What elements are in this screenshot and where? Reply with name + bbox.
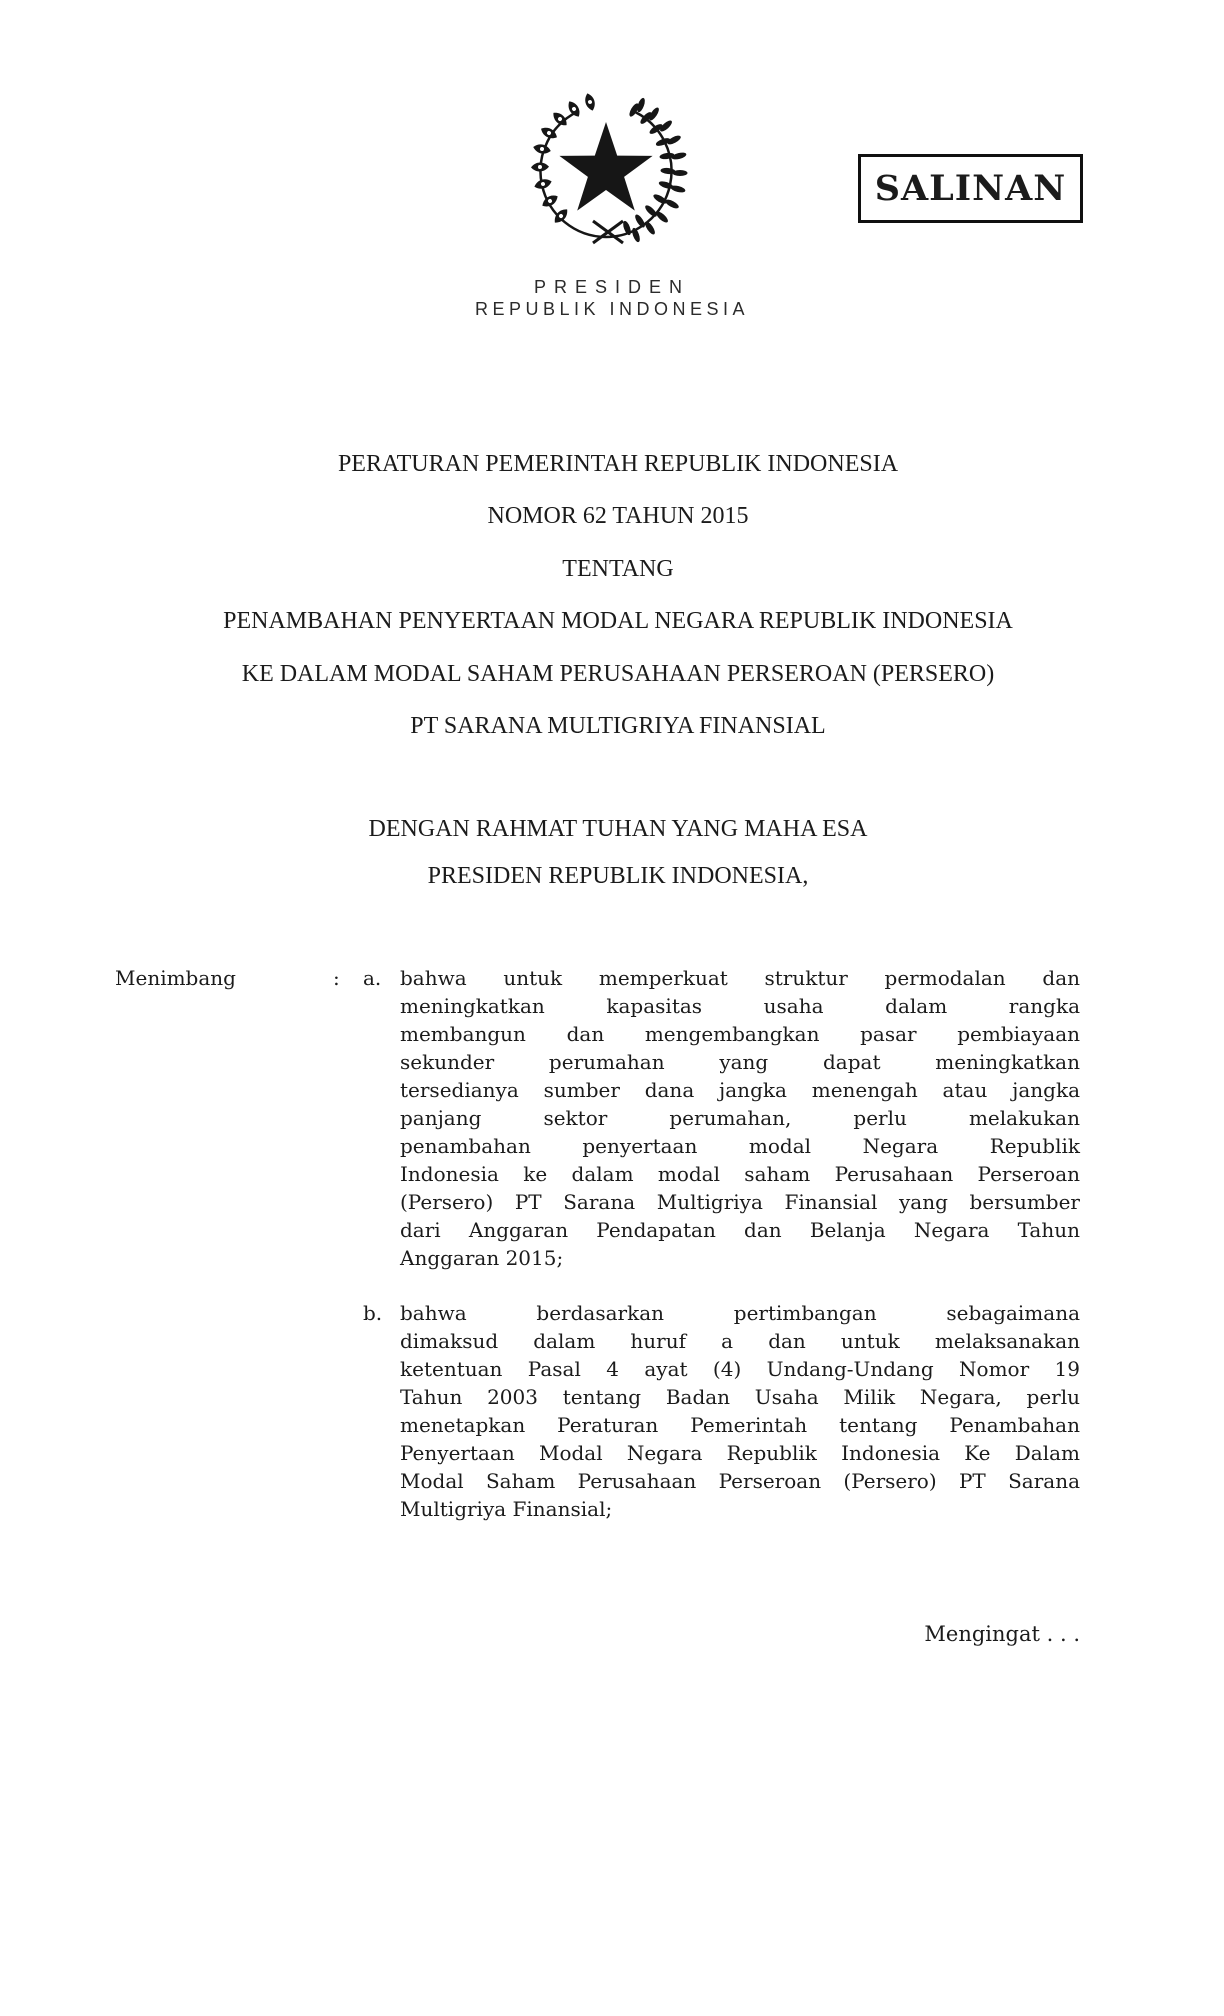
item-marker: a.	[363, 966, 382, 990]
preamble-line-presiden: PRESIDEN REPUBLIK INDONESIA,	[427, 863, 809, 889]
text-line: meningkatkan kapasitas usaha dalam rangka	[400, 994, 1080, 1018]
presidential-emblem	[523, 85, 698, 255]
preamble	[12, 806, 1224, 900]
item-marker: b.	[363, 1301, 383, 1325]
title-line: PT SARANA MULTIGRIYA FINANSIAL	[410, 713, 826, 740]
text-line: Indonesia ke dalam modal saham Perusahaan Perseroan	[400, 1162, 1080, 1186]
letterhead-line-presiden: PRESIDEN	[533, 277, 691, 297]
text-line: penambahan penyertaan modal Negara Republik	[400, 1134, 1080, 1158]
letterhead-line-republik-indonesia: REPUBLIK INDONESIA	[474, 299, 750, 319]
text-line: (Persero) PT Sarana Multigriya Finansial yang bersumber	[400, 1190, 1080, 1214]
text-line: bahwa untuk memperkuat struktur permodalan dan	[400, 966, 1080, 990]
menimbang-section	[115, 964, 1080, 1523]
letterhead	[0, 276, 1224, 320]
text-line: dimaksud dalam huruf a dan untuk melaksanakan	[400, 1329, 1080, 1353]
star-icon	[559, 122, 652, 211]
menimbang-label: Menimbang	[115, 966, 236, 990]
item-text	[400, 964, 1080, 1272]
text-line: ketentuan Pasal 4 ayat (4) Undang-Undang Nomor 19	[400, 1357, 1080, 1381]
menimbang-item-a	[363, 964, 1080, 1272]
text-line: Anggaran 2015;	[400, 1246, 564, 1270]
text-line: dari Anggaran Pendapatan dan Belanja Negara Tahun	[400, 1218, 1080, 1242]
menimbang-items	[363, 964, 1080, 1523]
title-line: PENAMBAHAN PENYERTAAN MODAL NEGARA REPUBLIK INDONESIA	[223, 608, 1013, 635]
title-line: NOMOR 62 TAHUN 2015	[487, 503, 749, 530]
text-line: Multigriya Finansial;	[400, 1497, 613, 1521]
text-line: Penyertaan Modal Negara Republik Indonesia Ke Dalam	[400, 1441, 1080, 1465]
menimbang-colon: :	[333, 966, 340, 990]
continuation-catchword: Mengingat . . .	[924, 1622, 1080, 1646]
preamble-line-rahmat: DENGAN RAHMAT TUHAN YANG MAHA ESA	[368, 816, 868, 842]
text-line: panjang sektor perumahan, perlu melakukan	[400, 1106, 1080, 1130]
menimbang-item-b	[363, 1299, 1080, 1523]
text-line: Tahun 2003 tentang Badan Usaha Milik Negara, perlu	[400, 1385, 1080, 1409]
salinan-stamp	[858, 154, 1083, 223]
text-line: bahwa berdasarkan pertimbangan sebagaimana	[400, 1301, 1080, 1325]
text-line: Modal Saham Perusahaan Perseroan (Persero) PT Sarana	[400, 1469, 1080, 1493]
text-line: sekunder perumahan yang dapat meningkatkan	[400, 1050, 1080, 1074]
star-wreath-icon	[523, 85, 698, 255]
text-line: menetapkan Peraturan Pemerintah tentang Penambahan	[400, 1413, 1080, 1437]
title-line: KE DALAM MODAL SAHAM PERUSAHAAN PERSEROAN (PERSERO)	[241, 660, 995, 687]
salinan-stamp-label: SALINAN	[874, 168, 1067, 209]
title-line: TENTANG	[562, 555, 674, 582]
item-text	[400, 1299, 1080, 1523]
text-line: tersedianya sumber dana jangka menengah atau jangka	[400, 1078, 1080, 1102]
regulation-title	[12, 438, 1224, 752]
text-line: membangun dan mengembangkan pasar pembiayaan	[400, 1022, 1080, 1046]
title-line: PERATURAN PEMERINTAH REPUBLIK INDONESIA	[337, 451, 899, 477]
